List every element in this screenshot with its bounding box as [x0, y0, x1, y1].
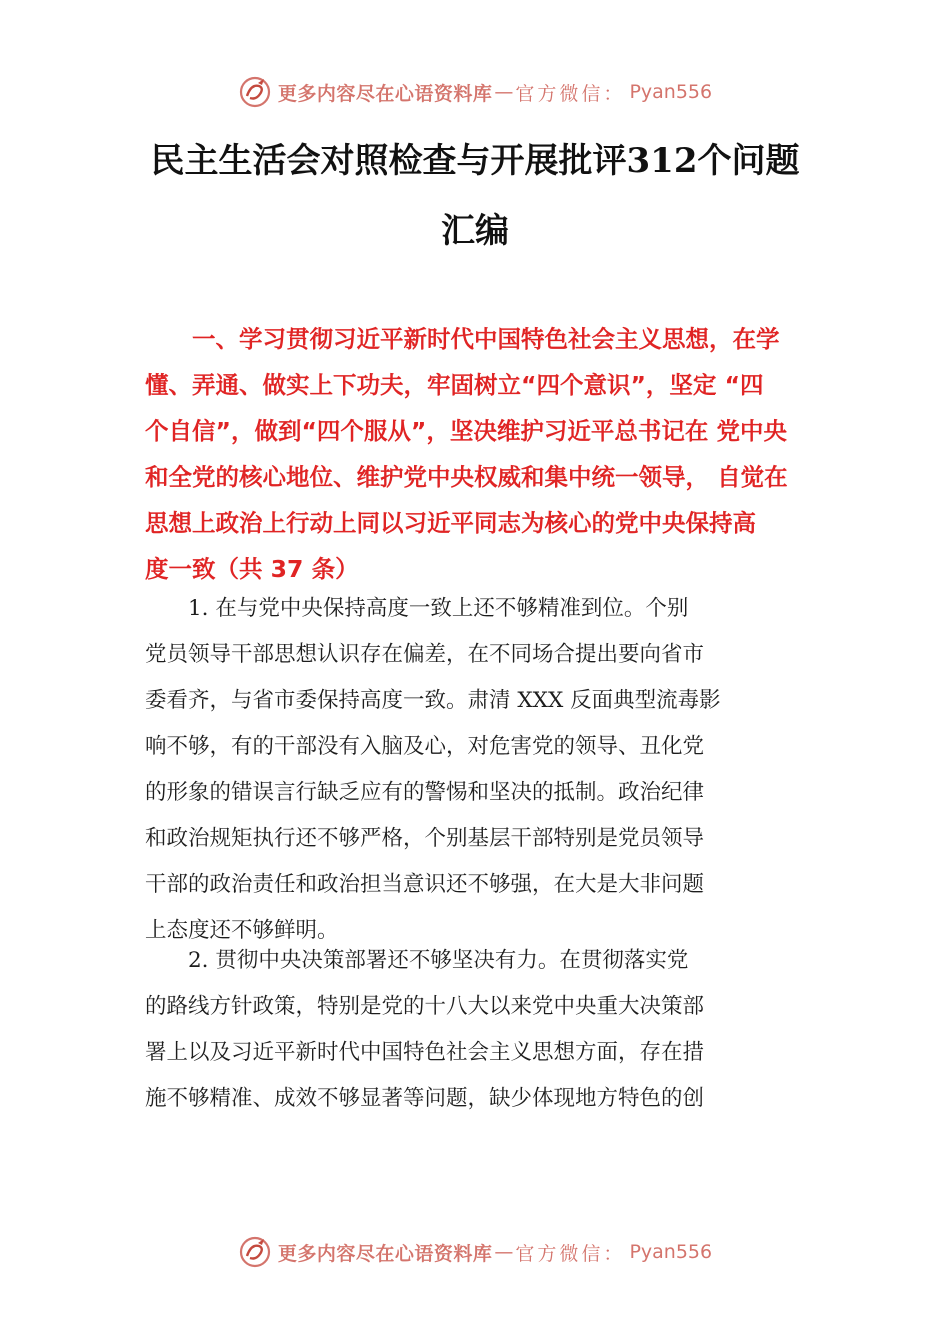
section-heading	[145, 316, 835, 592]
heading-line: 度一致（共 37 条）	[145, 555, 359, 583]
watermark-dash: —	[494, 81, 514, 103]
body-line: 2. 贯彻中央决策部署还不够坚决有力。在贯彻落实党	[145, 948, 689, 973]
document-title-line-2: 汇编	[441, 211, 509, 251]
watermark-wechat-id: Pyan556	[629, 81, 713, 103]
watermark-wechat-label: 官方微信：	[515, 1242, 626, 1265]
body-line: 干部的政治责任和政治担当意识还不够强，在大是大非问题	[145, 872, 705, 897]
heading-line: 一、学习贯彻习近平新时代中国特色社会主义思想，在学	[145, 325, 780, 353]
body-line: 施不够精准、成效不够显著等问题，缺少体现地方特色的创	[145, 1086, 705, 1111]
heading-line: 和全党的核心地位、维护党中央权威和集中统一领导， 自觉在	[145, 463, 788, 491]
watermark-wechat-id: Pyan556	[629, 1241, 713, 1263]
watermark-wechat-label: 官方微信：	[515, 82, 626, 105]
document-title-line-1: 民主生活会对照检查与开展批评312个问题	[150, 141, 800, 181]
heading-line: 思想上政治上行动上同以习近平同志为核心的党中央保持高	[145, 509, 756, 537]
watermark-header	[0, 72, 950, 112]
watermark-footer	[0, 1232, 950, 1272]
body-line: 1. 在与党中央保持高度一致上还不够精准到位。个别	[145, 596, 689, 621]
body-line: 署上以及习近平新时代中国特色社会主义思想方面，存在措	[145, 1040, 705, 1065]
heading-line: 懂、弄通、做实上下功夫，牢固树立“四个意识”，坚定 “四	[145, 371, 764, 399]
item-1-paragraph	[145, 586, 835, 954]
body-line: 党员领导干部思想认识存在偏差，在不同场合提出要向省市	[145, 642, 705, 667]
body-line: 委看齐，与省市委保持高度一致。肃清 XXX 反面典型流毒影	[145, 688, 721, 713]
watermark-brand-text: 更多内容尽在心语资料库	[277, 1242, 493, 1265]
body-line: 响不够，有的干部没有入脑及心，对危害党的领导、丑化党	[145, 734, 705, 759]
body-line: 上态度还不够鲜明。	[145, 918, 339, 943]
brand-logo-icon	[238, 75, 272, 109]
body-line: 的形象的错误言行缺乏应有的警惕和坚决的抵制。政治纪律	[145, 780, 705, 805]
heading-line: 个自信”，做到“四个服从”，坚决维护习近平总书记在 党中央	[145, 417, 788, 445]
body-line: 的路线方针政策，特别是党的十八大以来党中央重大决策部	[145, 994, 705, 1019]
body-line: 和政治规矩执行还不够严格，个别基层干部特别是党员领导	[145, 826, 705, 851]
item-2-paragraph	[145, 938, 835, 1122]
brand-logo-icon	[238, 1235, 272, 1269]
watermark-brand-text: 更多内容尽在心语资料库	[277, 82, 493, 105]
watermark-dash: —	[494, 1241, 514, 1263]
